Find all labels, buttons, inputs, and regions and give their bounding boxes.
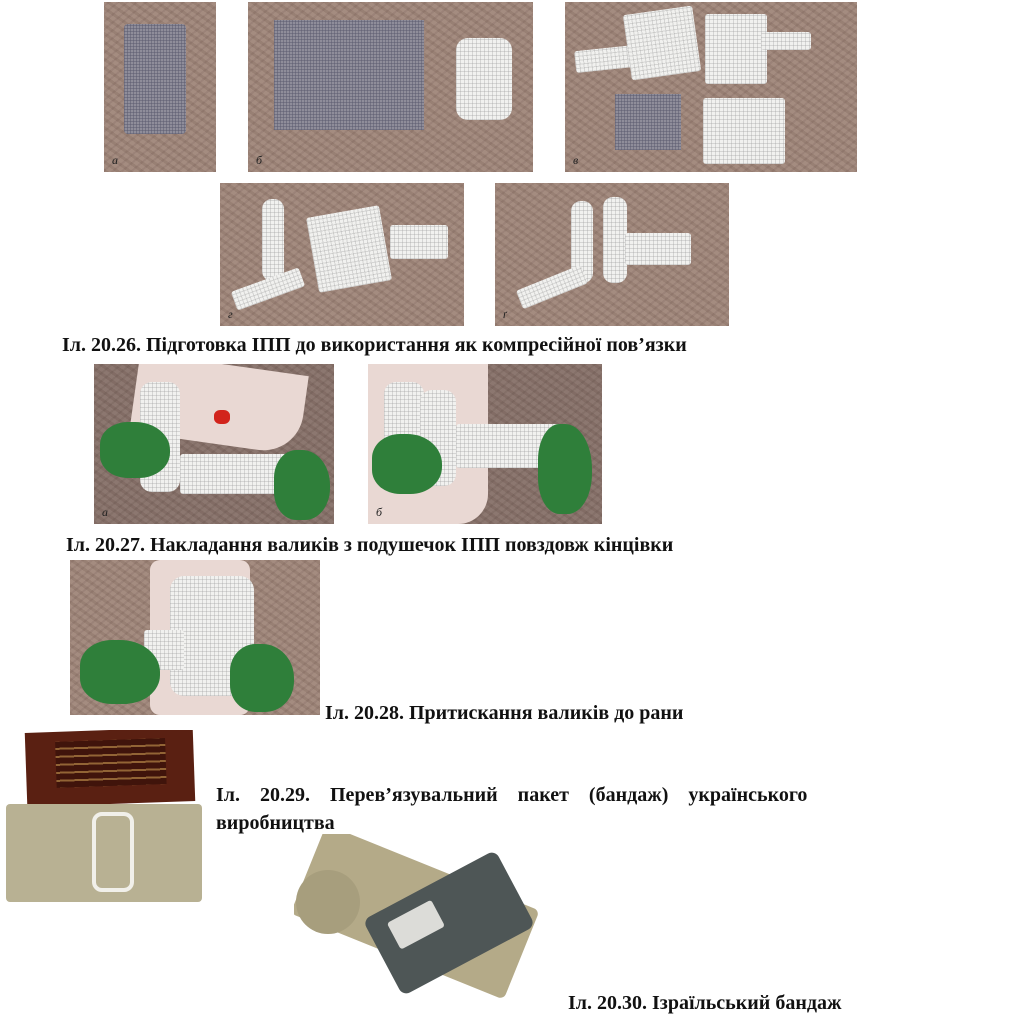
green-glove	[274, 450, 330, 520]
gauze-pad	[705, 14, 767, 84]
olive-bandage	[6, 804, 202, 902]
gauze-strip	[625, 233, 691, 265]
caption-20-26: Іл. 20.26. Підготовка ІПП до використання як компресійної пов’язки	[62, 334, 687, 356]
photo-20-29	[6, 730, 202, 902]
rolled-pad	[262, 199, 284, 281]
sealed-package	[25, 730, 195, 807]
gauze-pad	[306, 205, 392, 293]
opened-package	[274, 20, 424, 130]
panel-letter: ґ	[503, 307, 507, 321]
wound	[214, 410, 230, 424]
photo-20-27-b	[368, 364, 602, 524]
caption-20-27: Іл. 20.27. Накладання валиків з подушечок ІПП повздовж кінцівки	[66, 534, 674, 556]
pressure-applicator	[92, 812, 134, 892]
caption-20-29-line1: Іл. 20.29. Перев’язувальний пакет (бандаж) українського	[216, 784, 808, 806]
caption-20-28: Іл. 20.28. Притискання валиків до рани	[325, 702, 684, 724]
packaged-bandage	[124, 24, 186, 134]
caption-20-30: Іл. 20.30. Ізраїльський бандаж	[568, 992, 842, 1014]
photo-20-26-b	[248, 2, 533, 172]
green-glove	[100, 422, 170, 478]
panel-letter: б	[256, 153, 263, 167]
green-glove	[372, 434, 442, 494]
photo-20-27-a	[94, 364, 334, 524]
package-label	[387, 900, 445, 950]
caption-20-29-line2: виробництва	[216, 812, 335, 834]
green-glove	[80, 640, 160, 704]
green-glove	[230, 644, 294, 712]
rolled-pad	[603, 197, 627, 283]
panel-letter: а	[112, 153, 118, 167]
gauze-strip	[516, 265, 588, 310]
inner-wrapper	[615, 94, 681, 150]
gauze-strip	[761, 32, 811, 50]
bandage-roll	[296, 870, 360, 934]
gauze-strip	[390, 225, 448, 259]
panel-letter: г	[228, 307, 233, 321]
bandage-roll	[456, 38, 512, 120]
panel-letter: а	[102, 505, 108, 519]
photo-20-30	[294, 834, 574, 1004]
photo-20-28	[70, 560, 320, 715]
photo-20-26-g	[220, 183, 464, 326]
panel-letter: в	[573, 153, 579, 167]
package-label	[55, 738, 167, 788]
panel-letter: б	[376, 505, 383, 519]
gauze-pad	[703, 98, 785, 164]
gauze-pad	[623, 5, 702, 80]
photo-20-26-a	[104, 2, 216, 172]
green-glove	[538, 424, 592, 514]
photo-20-26-g2	[495, 183, 729, 326]
photo-20-26-v	[565, 2, 857, 172]
